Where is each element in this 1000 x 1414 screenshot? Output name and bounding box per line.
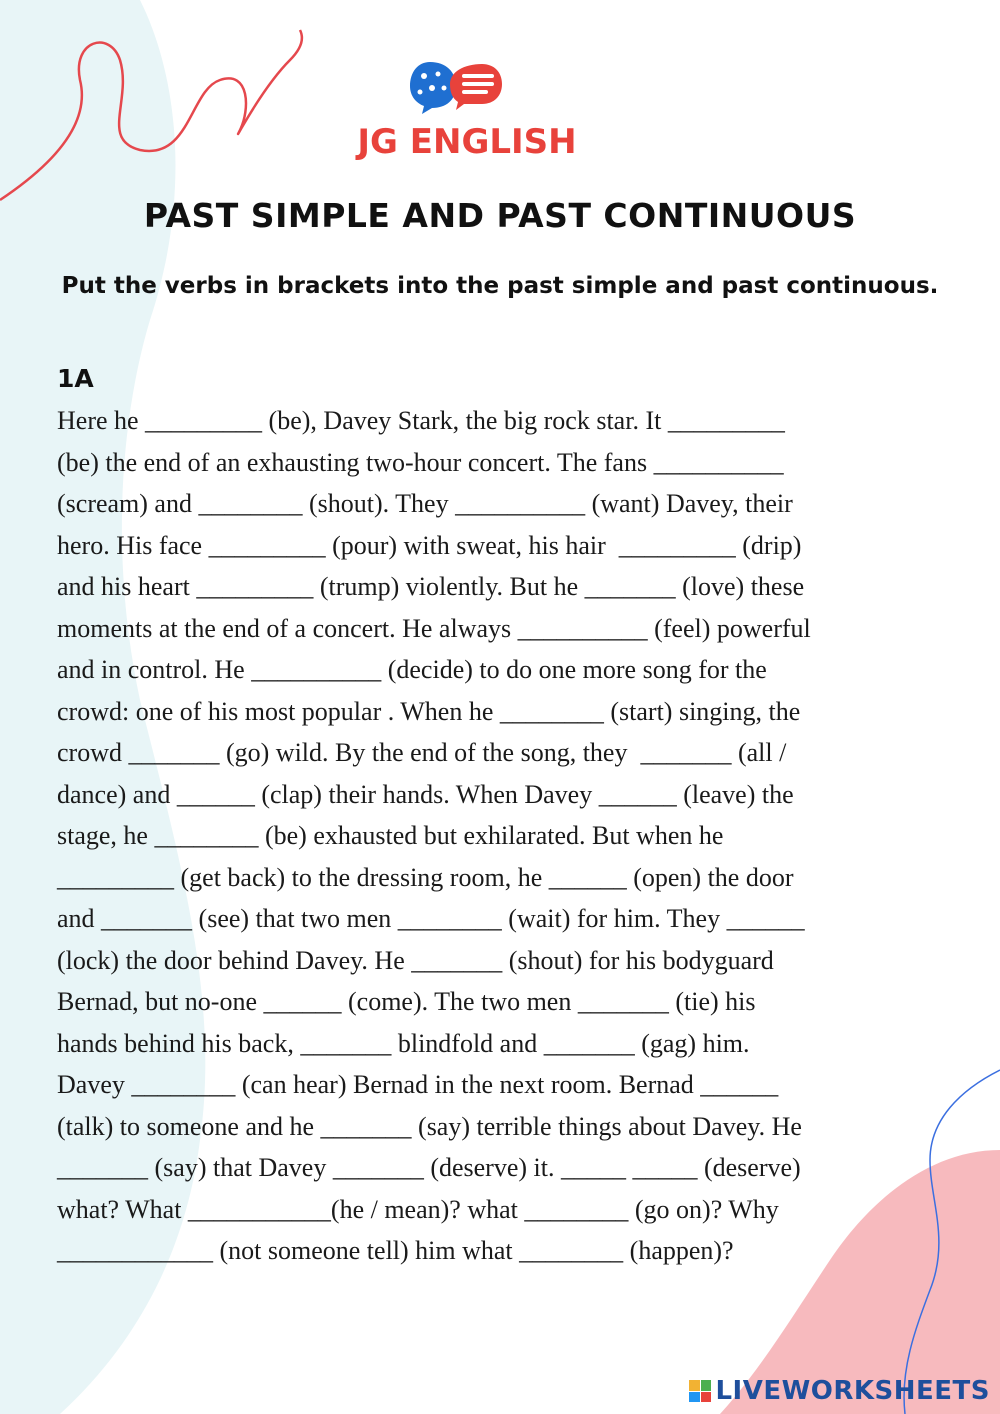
paragraph-line: dance) and ______ (clap) their hands. When Davey ______ (leave) the <box>57 779 794 809</box>
liveworksheets-footer[interactable] <box>689 1376 990 1406</box>
paragraph-line: (talk) to someone and he _______ (say) terrible things about Davey. He <box>57 1111 802 1141</box>
footer-brand-text: LIVEWORKSHEETS <box>715 1376 990 1406</box>
paragraph-line: what? What ___________(he / mean)? what ________ (go on)? Why <box>57 1194 779 1224</box>
jg-english-logo <box>352 58 582 168</box>
paragraph-line: (lock) the door behind Davey. He _______ (shout) for his bodyguard <box>57 945 774 975</box>
paragraph-line: hands behind his back, _______ blindfold and _______ (gag) him. <box>57 1028 750 1058</box>
paragraph-line: Here he _________ (be), Davey Stark, the big rock star. It _________ <box>57 406 785 435</box>
paragraph-line: and his heart _________ (trump) violently. But he _______ (love) these <box>57 572 805 601</box>
liveworksheets-logo-icon <box>689 1380 711 1402</box>
paragraph-line: and in control. He __________ (decide) to do one more song for the <box>57 655 767 684</box>
exercise-paragraph <box>57 400 957 1272</box>
logo-text-jg: JG <box>357 122 398 162</box>
paragraph-line: (be) the end of an exhausting two-hour concert. The fans __________ <box>57 447 784 477</box>
paragraph-line: _________ (get back) to the dressing room, he ______ (open) the door <box>57 862 794 892</box>
paragraph-line: crowd: one of his most popular . When he ________ (start) singing, the <box>57 696 801 726</box>
page-title: PAST SIMPLE AND PAST CONTINUOUS <box>143 196 857 235</box>
logo-text-english: ENGLISH <box>397 122 577 162</box>
chat-bubble-icon <box>352 58 582 118</box>
paragraph-line: moments at the end of a concert. He always __________ (feel) powerful <box>57 613 811 643</box>
paragraph-line: hero. His face _________ (pour) with sweat, his hair _________ (drip) <box>57 530 802 560</box>
section-label: 1A <box>57 364 94 393</box>
paragraph-line: Davey ________ (can hear) Bernad in the next room. Bernad ______ <box>57 1070 779 1099</box>
paragraph-line: Bernad, but no-one ______ (come). The two men _______ (tie) his <box>57 987 756 1016</box>
instruction-text: Put the verbs in brackets into the past simple and past continuous. <box>61 273 939 299</box>
paragraph-line: crowd _______ (go) wild. By the end of the song, they _______ (all / <box>57 738 787 767</box>
paragraph-line: and _______ (see) that two men ________ (wait) for him. They ______ <box>57 904 805 933</box>
paragraph-line: _______ (say) that Davey _______ (deserve) it. _____ _____ (deserve) <box>57 1153 801 1182</box>
paragraph-line: (scream) and ________ (shout). They __________ (want) Davey, their <box>57 489 793 518</box>
paragraph-line: ____________ (not someone tell) him what ________ (happen)? <box>57 1236 734 1265</box>
paragraph-line: stage, he ________ (be) exhausted but exhilarated. But when he <box>57 821 724 850</box>
